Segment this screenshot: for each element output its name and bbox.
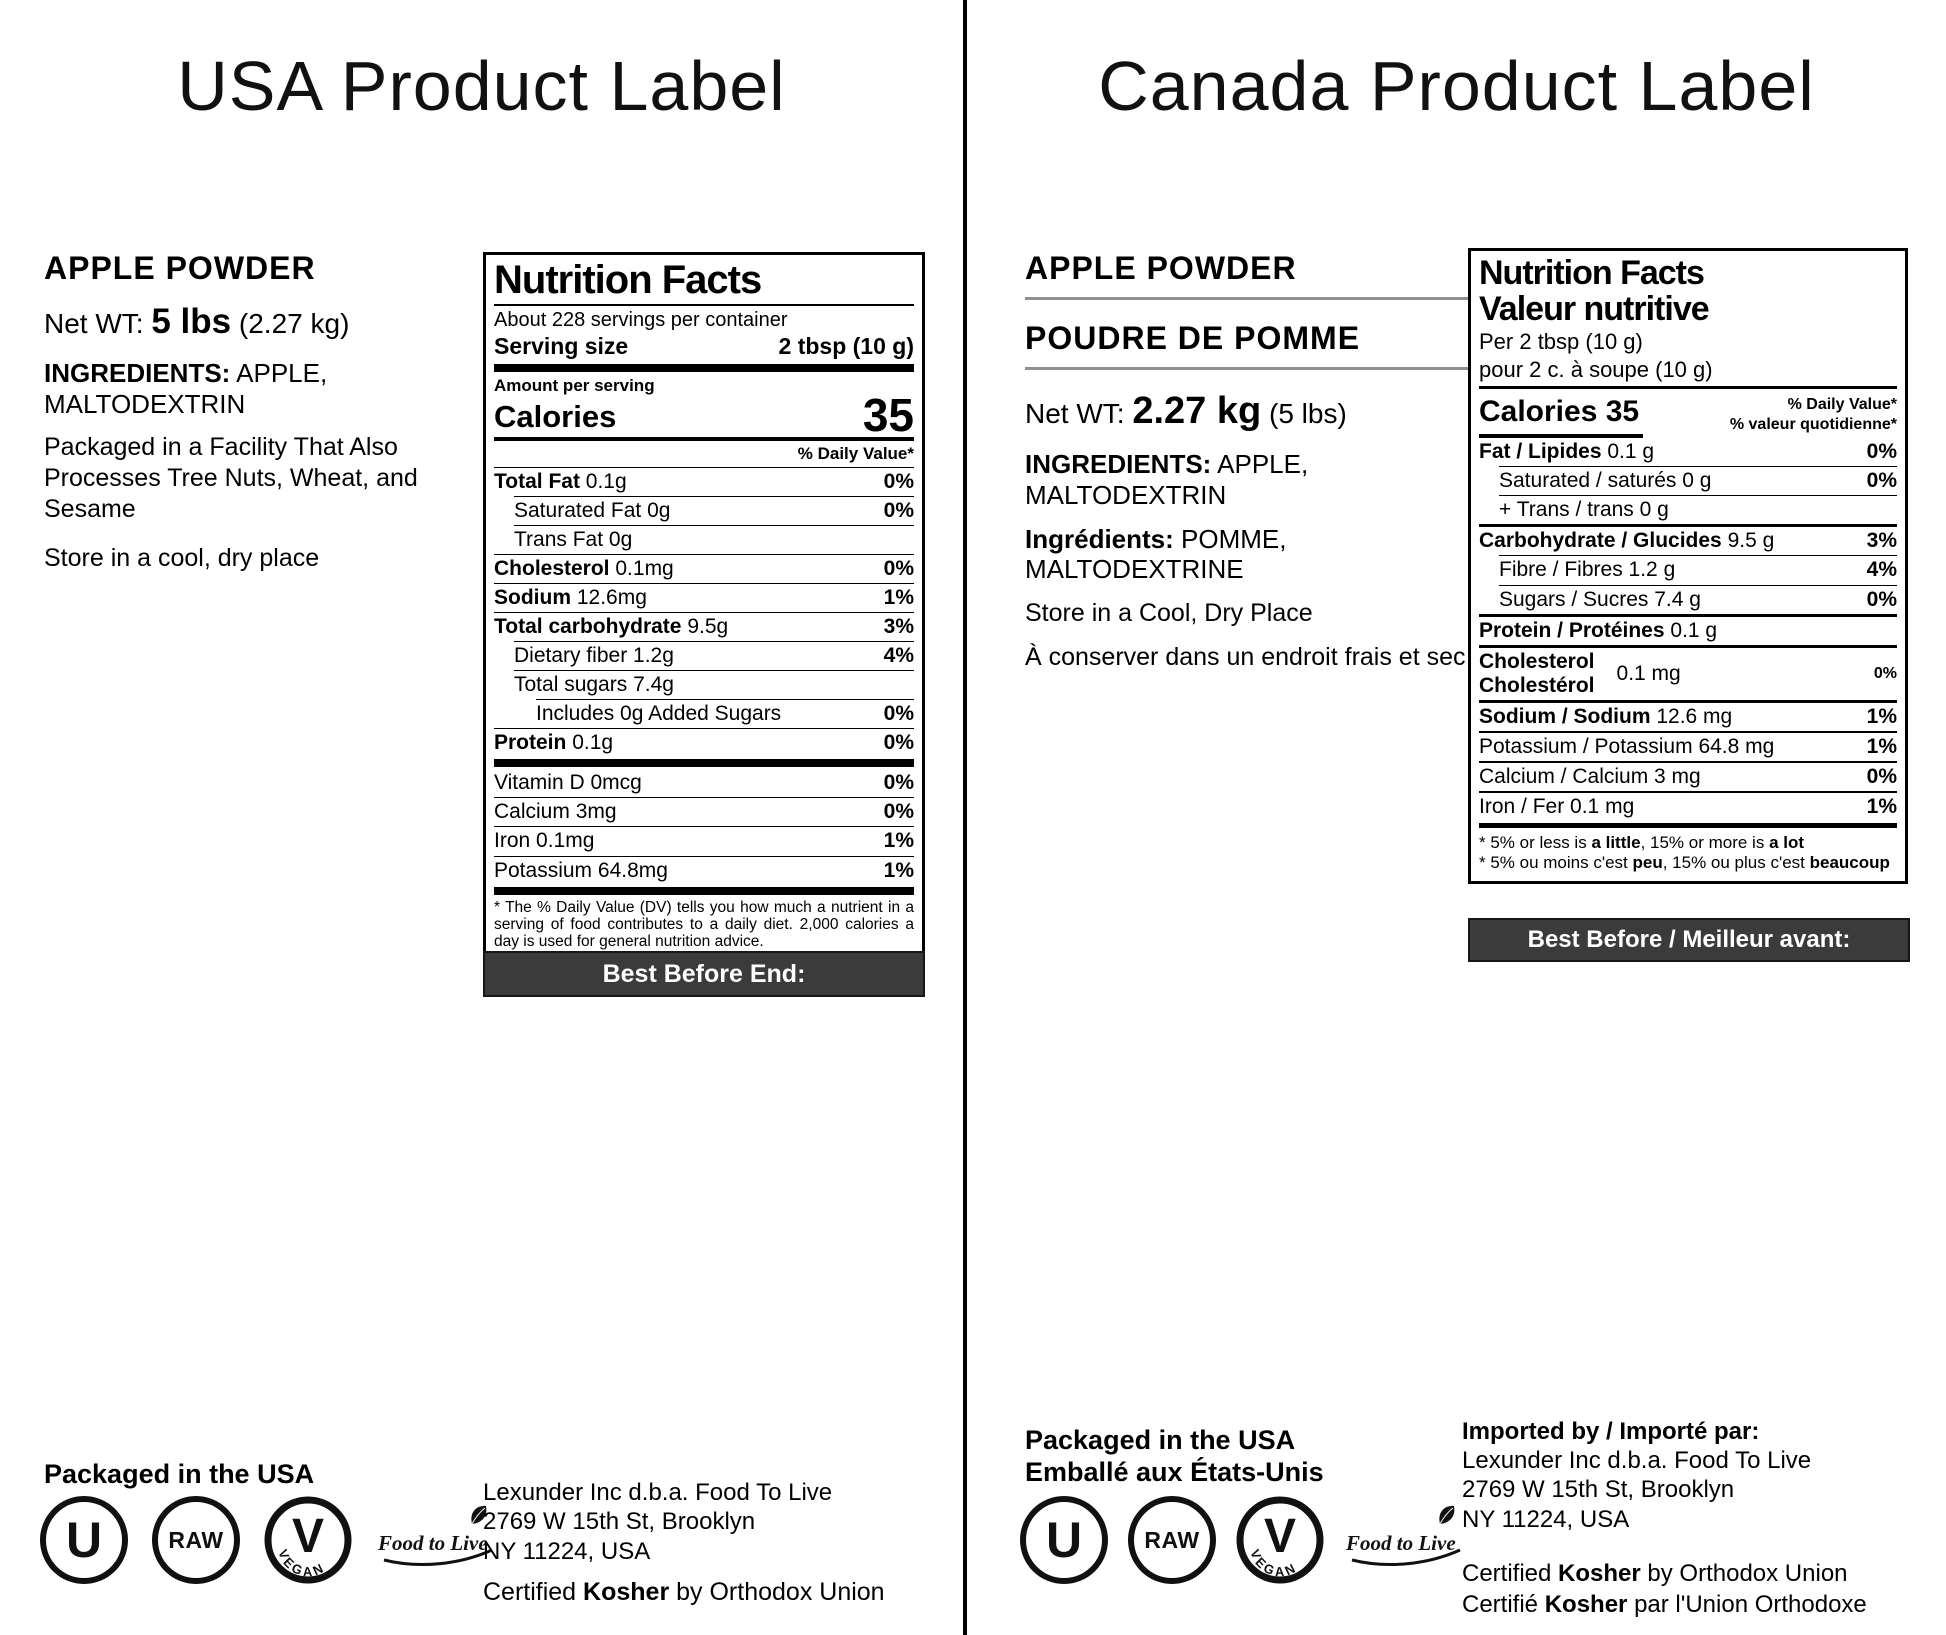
nutrition-row bbox=[514, 496, 914, 525]
nutrition-row bbox=[536, 699, 914, 728]
footnote-fr-bold2: beaucoup bbox=[1809, 853, 1890, 873]
canada-storage-fr: À conserver dans un endroit frais et sec bbox=[1025, 642, 1466, 671]
nutrient-dv: 0% bbox=[883, 557, 914, 581]
carbohydrate-group bbox=[1479, 527, 1897, 613]
nutrient-amount: 12.6 mg bbox=[1656, 704, 1733, 728]
net-weight-prefix: Net WT: bbox=[1025, 397, 1125, 429]
nutrient-name: Iron / Fer bbox=[1479, 795, 1565, 819]
nutrient-name: Cholesterol bbox=[494, 557, 610, 581]
nutrient-amount: 7.4 g bbox=[1654, 587, 1701, 611]
section-rule bbox=[1479, 386, 1897, 389]
amount-per-serving-label: Amount per serving bbox=[494, 375, 655, 395]
footnote-fr-mid: , 15% ou plus c'est bbox=[1662, 853, 1810, 873]
nutrient-dv: 0% bbox=[883, 702, 914, 726]
nutrient-dv: 1% bbox=[1866, 704, 1897, 728]
brand-script-text: Food to Live bbox=[1346, 1531, 1456, 1555]
footnote-en-bold2: a lot bbox=[1769, 833, 1805, 853]
kosher-fr-line bbox=[1462, 1589, 1942, 1620]
nutrient-dv: 1% bbox=[1866, 795, 1897, 819]
packaged-in-en: Packaged in the USA bbox=[1025, 1425, 1296, 1455]
net-weight-prefix: Net WT: bbox=[44, 307, 144, 339]
nutrient-dv: 0% bbox=[883, 731, 914, 755]
ou-letter: U bbox=[65, 1512, 103, 1568]
net-weight-alt: (2.27 kg) bbox=[238, 307, 350, 339]
nutrition-row bbox=[1479, 527, 1897, 555]
canada-packaged-in bbox=[1025, 1424, 1324, 1489]
ingredients-line1: APPLE, bbox=[1217, 449, 1309, 480]
ingredients-line2: MALTODEXTRIN bbox=[44, 388, 246, 419]
nutrient-dv: 3% bbox=[883, 615, 914, 639]
nutrient-amount: 3 mg bbox=[1654, 764, 1701, 788]
footnote-en-pre: * 5% or less is bbox=[1479, 833, 1592, 853]
nutrition-row bbox=[1499, 495, 1897, 524]
gray-rule bbox=[1025, 297, 1470, 300]
nutrition-row bbox=[1499, 466, 1897, 495]
nutrient-amount: 0 g bbox=[1639, 498, 1669, 522]
imported-by-heading: Imported by / Importé par: bbox=[1462, 1418, 1760, 1445]
nutrient-amount: 1.2 g bbox=[1628, 558, 1676, 582]
nutrition-row bbox=[494, 856, 914, 885]
nutrition-row bbox=[494, 583, 914, 612]
kosher-ou-icon bbox=[1020, 1496, 1108, 1584]
serving-size-label: Serving size bbox=[494, 332, 629, 359]
thick-rule bbox=[494, 887, 914, 895]
nutrient-dv: 3% bbox=[1866, 529, 1897, 553]
vegan-badge-icon bbox=[264, 1496, 352, 1584]
ingredients-line1: POMME, bbox=[1181, 523, 1287, 554]
per-serving-fr: pour 2 c. à soupe (10 g) bbox=[1479, 357, 1713, 383]
nutrient-amount: 0.1g bbox=[585, 469, 627, 493]
nutrient-amount: 0.1 mg bbox=[1570, 795, 1635, 819]
nutrition-row bbox=[1499, 555, 1897, 584]
nutrient-amount: 0.1 g bbox=[1607, 440, 1655, 464]
calories-header-row bbox=[1479, 392, 1897, 438]
nutrient-dv: 1% bbox=[1866, 734, 1897, 758]
nutrition-facts-title-fr: Valeur nutritive bbox=[1479, 289, 1709, 328]
canada-net-weight bbox=[1025, 390, 1470, 434]
usa-kosher-statement bbox=[483, 1576, 885, 1609]
daily-value-footnote: * The % Daily Value (DV) tells you how much a nutrient in a serving of food contributes to a daily diet. 2,000 calories a day is used for general nutrition advice. bbox=[494, 898, 914, 951]
kosher-pre: Certified bbox=[1462, 1559, 1552, 1587]
thick-rule bbox=[494, 759, 914, 767]
packaged-in-fr: Emballé aux États-Unis bbox=[1025, 1457, 1324, 1488]
vegan-word: VEGAN bbox=[275, 1547, 329, 1580]
ingredients-label: INGREDIENTS: bbox=[44, 358, 231, 389]
company-street: 2769 W 15th St, Brooklyn bbox=[483, 1508, 756, 1536]
usa-allergen-statement: Packaged in a Facility That Also Processes Tree Nuts, Wheat, and Sesame bbox=[44, 433, 418, 524]
nutrient-amount: 0mcg bbox=[590, 771, 642, 795]
nutrient-name: Fat / Lipides bbox=[1479, 440, 1602, 464]
fat-group bbox=[1479, 438, 1897, 524]
nutrient-amount: 7.4g bbox=[633, 673, 674, 697]
nutrition-row bbox=[1479, 763, 1897, 791]
canada-best-before-bar bbox=[1468, 918, 1910, 962]
servings-per-container: About 228 servings per container bbox=[494, 308, 788, 331]
footnote-en-bold1: a little bbox=[1591, 833, 1641, 853]
net-weight-value: 2.27 kg bbox=[1132, 389, 1262, 432]
kosher-post: by Orthodox Union bbox=[676, 1578, 885, 1606]
nutrition-row bbox=[1479, 617, 1897, 645]
canada-kosher-statements bbox=[1462, 1558, 1942, 1620]
nutrient-name: Protein / Protéines bbox=[1479, 618, 1665, 642]
vegan-badge-icon bbox=[1236, 1496, 1324, 1584]
kosher-pre: Certifié bbox=[1462, 1590, 1539, 1618]
daily-value-header bbox=[1730, 395, 1897, 435]
calories-value: 35 bbox=[862, 388, 914, 441]
nutrient-name: Calcium / Calcium bbox=[1479, 764, 1649, 788]
nutrition-row bbox=[494, 797, 914, 826]
canada-nutrition-facts-panel bbox=[1468, 248, 1908, 884]
nutrient-name: Fibre / Fibres bbox=[1499, 558, 1623, 582]
nutrient-name: Vitamin D bbox=[494, 771, 585, 795]
nutrient-dv: 0% bbox=[1866, 469, 1897, 493]
nutrient-name: Includes 0g Added Sugars bbox=[536, 702, 782, 726]
canada-ingredients-fr bbox=[1025, 524, 1470, 585]
ingredients-line1: APPLE, bbox=[236, 358, 328, 389]
nutrient-amount: 0 g bbox=[1682, 469, 1712, 493]
canada-product-name-en: APPLE POWDER bbox=[1025, 250, 1297, 286]
serving-size-value: 2 tbsp (10 g) bbox=[778, 332, 914, 359]
nutrition-row bbox=[494, 769, 914, 797]
footnote-fr-bold1: peu bbox=[1632, 853, 1663, 873]
nutrient-dv: 1% bbox=[883, 829, 914, 853]
thick-rule bbox=[494, 364, 914, 372]
nutrition-row bbox=[494, 728, 914, 757]
daily-value-header: % Daily Value* bbox=[494, 441, 914, 468]
nutrient-dv: 4% bbox=[883, 644, 914, 668]
kosher-bold: Kosher bbox=[583, 1578, 670, 1606]
nutrition-row bbox=[494, 826, 914, 855]
nutrient-amount: 3mg bbox=[575, 800, 617, 824]
gray-rule bbox=[1025, 367, 1470, 370]
nutrition-row bbox=[1479, 793, 1897, 821]
company-city: NY 11224, USA bbox=[1462, 1505, 1630, 1533]
nutrient-name: Sodium / Sodium bbox=[1479, 704, 1651, 728]
footnote-en-mid: , 15% or more is bbox=[1640, 833, 1770, 853]
nutrient-name: Dietary fiber bbox=[514, 644, 628, 668]
raw-badge-icon bbox=[152, 1496, 240, 1584]
usa-ingredients bbox=[44, 358, 484, 419]
nutrient-name: Saturated / saturés bbox=[1499, 469, 1677, 493]
vegan-word: VEGAN bbox=[1247, 1547, 1301, 1580]
ingredients-line2: MALTODEXTRIN bbox=[1025, 479, 1227, 510]
nutrient-name: Carbohydrate / Glucides bbox=[1479, 529, 1722, 553]
nutrient-amount: 0.1 g bbox=[1670, 618, 1718, 642]
nutrient-name: Total carbohydrate bbox=[494, 615, 682, 639]
cholesterol-en: Cholesterol bbox=[1479, 649, 1595, 673]
nutrient-name: Iron bbox=[494, 829, 531, 853]
usa-packaged-in: Packaged in the USA bbox=[44, 1459, 315, 1489]
nutrient-rows bbox=[494, 468, 914, 757]
usa-best-before-bar bbox=[483, 951, 925, 997]
nutrition-row bbox=[514, 525, 914, 554]
nutrient-amount: 0.1mg bbox=[536, 829, 595, 853]
usa-company-address bbox=[483, 1478, 832, 1566]
nutrient-name: Total Fat bbox=[494, 469, 580, 493]
nutrient-name: + Trans / trans bbox=[1499, 498, 1634, 522]
net-weight-value: 5 lbs bbox=[151, 301, 232, 341]
nutrition-row bbox=[1499, 585, 1897, 614]
nutrient-name: Total sugars bbox=[514, 673, 628, 697]
usa-info-column bbox=[44, 250, 484, 574]
kosher-en-line bbox=[1462, 1558, 1942, 1589]
nutrient-name: Sugars / Sucres bbox=[1499, 587, 1649, 611]
calories-row bbox=[494, 388, 914, 441]
percent-footnote bbox=[1479, 830, 1897, 873]
nutrition-row bbox=[494, 612, 914, 641]
nutrient-name: Calcium bbox=[494, 800, 570, 824]
usa-nutrition-facts-panel bbox=[483, 252, 925, 962]
kosher-ou-icon bbox=[40, 1496, 128, 1584]
nutrient-name: Protein bbox=[494, 731, 567, 755]
nutrient-amount: 64.8mg bbox=[597, 858, 668, 882]
kosher-post: par l'Union Orthodoxe bbox=[1634, 1590, 1867, 1618]
nutrition-facts-title: Nutrition Facts bbox=[494, 260, 914, 306]
vegan-v-letter: V bbox=[291, 1510, 325, 1563]
raw-text: RAW bbox=[1144, 1526, 1200, 1553]
serving-size-row bbox=[494, 332, 914, 364]
kosher-bold: Kosher bbox=[1544, 1590, 1628, 1618]
brand-script-text: Food to Live bbox=[378, 1531, 488, 1555]
nutrient-name: Trans Fat bbox=[514, 527, 604, 551]
daily-value-fr: % valeur quotidienne* bbox=[1729, 416, 1897, 434]
net-weight-alt: (5 lbs) bbox=[1269, 397, 1347, 429]
cholesterol-fr: Cholestérol bbox=[1479, 673, 1595, 697]
nutrient-amount: 0.1 mg bbox=[1616, 661, 1681, 685]
usa-certification-logos bbox=[40, 1496, 498, 1584]
nutrient-dv: 0% bbox=[883, 498, 914, 522]
usa-page-title: USA Product Label bbox=[177, 47, 786, 125]
usa-storage-statement: Store in a cool, dry place bbox=[44, 544, 320, 573]
nutrient-name: Sodium bbox=[494, 586, 571, 610]
kosher-post: by Orthodox Union bbox=[1647, 1559, 1848, 1587]
nutrition-row bbox=[514, 641, 914, 670]
nutrition-facts-title-en: Nutrition Facts bbox=[1479, 254, 1704, 292]
nutrition-row bbox=[1479, 703, 1897, 731]
best-before-text: Best Before / Meilleur avant: bbox=[1527, 926, 1851, 953]
canada-ingredients-en bbox=[1025, 449, 1470, 510]
ingredients-label: Ingrédients: bbox=[1025, 523, 1174, 554]
ingredients-label: INGREDIENTS: bbox=[1025, 449, 1212, 480]
nutrient-name: Saturated Fat bbox=[514, 498, 642, 522]
nutrition-row bbox=[494, 554, 914, 583]
ou-letter: U bbox=[1045, 1512, 1083, 1568]
nutrition-row bbox=[1479, 733, 1897, 761]
canada-company-address bbox=[1462, 1446, 1942, 1534]
per-serving-en: Per 2 tbsp (10 g) bbox=[1479, 329, 1643, 355]
company-street: 2769 W 15th St, Brooklyn bbox=[1462, 1476, 1735, 1504]
ingredients-line2: MALTODEXTRINE bbox=[1025, 554, 1244, 585]
usa-product-name: APPLE POWDER bbox=[44, 250, 316, 286]
raw-badge-icon bbox=[1128, 1496, 1216, 1584]
nutrient-dv: 0% bbox=[883, 771, 914, 795]
nutrient-dv: 0% bbox=[1866, 440, 1897, 464]
nutrient-amount: 9.5g bbox=[687, 615, 729, 639]
raw-text: RAW bbox=[168, 1526, 224, 1553]
nutrition-row bbox=[1479, 438, 1897, 466]
nutrient-dv: 0% bbox=[1866, 764, 1897, 788]
vegan-v-letter: V bbox=[1263, 1510, 1297, 1563]
center-divider bbox=[963, 0, 967, 1635]
nutrient-amount: 0g bbox=[647, 498, 671, 522]
canada-certification-logos bbox=[1020, 1496, 1466, 1584]
nutrient-amount: 9.5 g bbox=[1727, 529, 1775, 553]
food-to-live-logo bbox=[1344, 1504, 1466, 1576]
nutrient-amount: 64.8 mg bbox=[1698, 734, 1775, 758]
nutrient-dv: 0% bbox=[883, 800, 914, 824]
best-before-text: Best Before End: bbox=[602, 959, 806, 988]
canada-storage-en: Store in a Cool, Dry Place bbox=[1025, 598, 1313, 627]
company-name: Lexunder Inc d.b.a. Food To Live bbox=[483, 1479, 833, 1506]
nutrient-amount: 1.2g bbox=[633, 644, 674, 668]
company-name: Lexunder Inc d.b.a. Food To Live bbox=[1462, 1447, 1812, 1474]
nutrition-row bbox=[494, 468, 914, 496]
nutrient-name: Potassium / Potassium bbox=[1479, 734, 1693, 758]
footnote-fr-pre: * 5% ou moins c'est bbox=[1479, 853, 1633, 873]
food-to-live-logo bbox=[376, 1504, 498, 1576]
nutrient-dv: 4% bbox=[1866, 558, 1897, 582]
canada-info-column bbox=[1025, 250, 1470, 673]
nutrient-dv: 1% bbox=[883, 586, 914, 610]
nutrient-name: Potassium bbox=[494, 858, 593, 882]
nutrient-amount: 0.1mg bbox=[615, 557, 674, 581]
section-rule bbox=[1479, 823, 1897, 828]
nutrient-amount: 0g bbox=[608, 527, 633, 551]
company-city: NY 11224, USA bbox=[483, 1537, 651, 1565]
usa-net-weight bbox=[44, 302, 484, 342]
nutrient-dv: 0% bbox=[1873, 664, 1897, 682]
calories-label: Calories bbox=[494, 398, 617, 434]
vitamin-rows bbox=[494, 769, 914, 884]
nutrient-amount: 12.6mg bbox=[576, 586, 647, 610]
cholesterol-row bbox=[1479, 648, 1897, 700]
canada-importer-block bbox=[1462, 1418, 1942, 1620]
kosher-bold: Kosher bbox=[1558, 1559, 1641, 1587]
nutrient-dv: 0% bbox=[883, 469, 914, 493]
canada-page-title: Canada Product Label bbox=[1098, 47, 1815, 125]
calories-value: Calories 35 bbox=[1479, 395, 1643, 438]
kosher-pre: Certified bbox=[483, 1578, 577, 1606]
nutrient-dv: 1% bbox=[883, 858, 914, 882]
nutrient-amount: 0.1g bbox=[572, 731, 614, 755]
canada-product-name-fr: POUDRE DE POMME bbox=[1025, 319, 1361, 356]
nutrition-row bbox=[514, 670, 914, 699]
daily-value-en: % Daily Value* bbox=[1787, 396, 1897, 414]
nutrient-dv: 0% bbox=[1866, 587, 1897, 611]
